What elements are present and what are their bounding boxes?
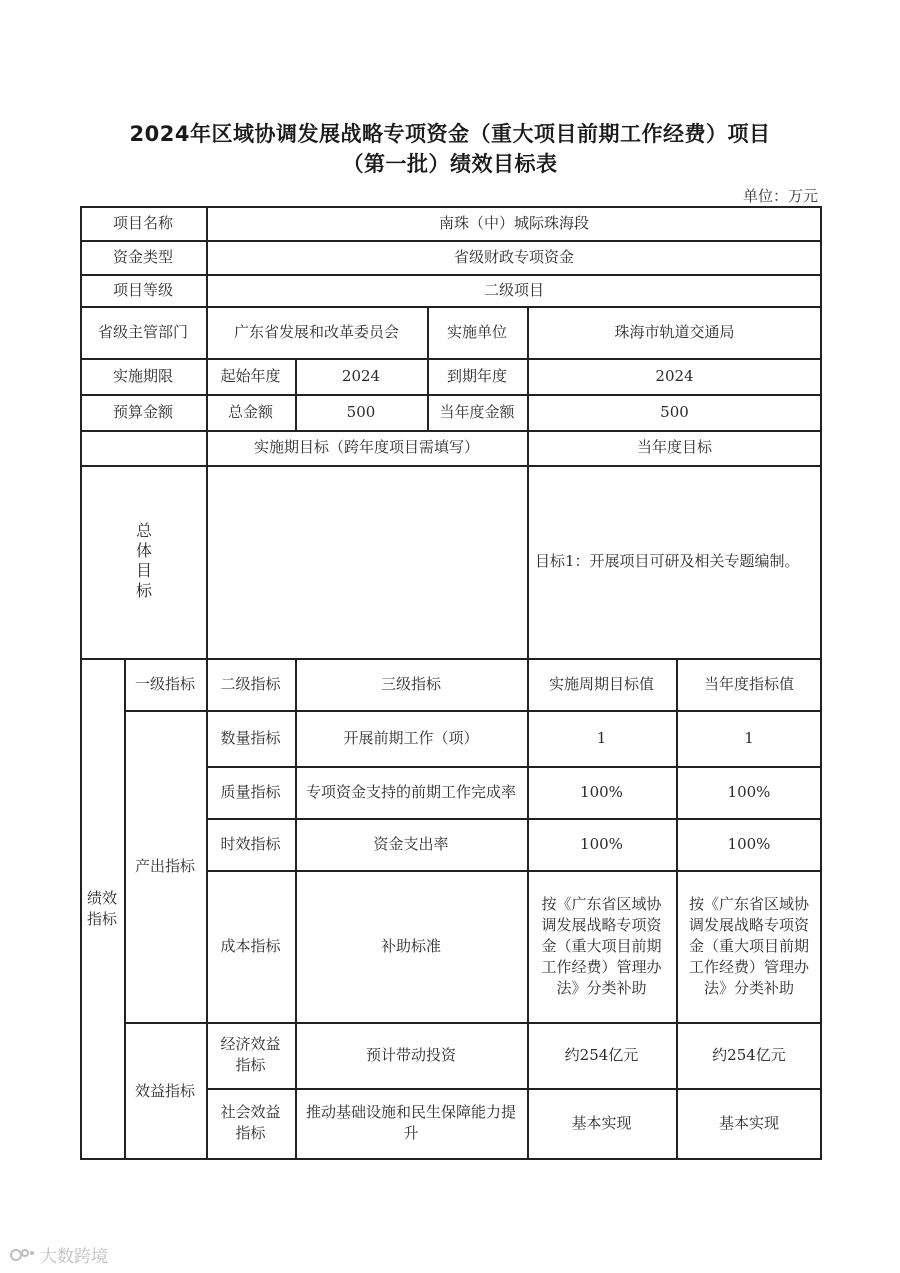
row-period-value: 1 <box>596 728 607 747</box>
impl-unit-label: 实施单位 <box>446 322 507 341</box>
unit-label: 单位：万元 <box>742 187 818 205</box>
row-year-value: 100% <box>727 782 771 801</box>
end-year-value: 2024 <box>655 366 694 385</box>
header-period-target: 实施周期目标值 <box>548 674 654 693</box>
row-level2: 经济效益指标 <box>220 1035 281 1074</box>
fund-type-value: 省级财政专项资金 <box>453 247 574 266</box>
header-level3: 三级指标 <box>380 674 441 693</box>
row-level2: 社会效益指标 <box>220 1103 281 1142</box>
header-year-target: 当年度指标值 <box>703 674 794 693</box>
current-amount-value: 500 <box>660 402 689 421</box>
project-name-value: 南珠（中）城际珠海段 <box>438 213 589 232</box>
row-year-value: 基本实现 <box>718 1113 779 1132</box>
row-level3: 开展前期工作（项） <box>343 728 479 747</box>
row-period-value: 按《广东省区域协调发展战略专项资金（重大项目前期工作经费）管理办法》分类补助 <box>541 894 662 997</box>
start-year-label: 起始年度 <box>220 366 281 385</box>
dept-label: 省级主管部门 <box>97 322 188 341</box>
row-level3: 专项资金支持的前期工作完成率 <box>305 782 516 801</box>
header-level1: 一级指标 <box>134 674 195 693</box>
row-year-value: 按《广东省区域协调发展战略专项资金（重大项目前期工作经费）管理办法》分类补助 <box>688 894 809 997</box>
total-amount-label: 总金额 <box>227 402 273 421</box>
end-year-label: 到期年度 <box>446 366 507 385</box>
row-level3: 推动基础设施和民生保障能力提升 <box>305 1103 516 1142</box>
brand-logo-icon <box>10 1247 36 1263</box>
project-name-label: 项目名称 <box>112 213 173 232</box>
performance-indicators-label: 绩效指标 <box>86 889 117 928</box>
start-year-value: 2024 <box>341 366 381 385</box>
current-amount-label: 当年度金额 <box>439 402 515 421</box>
row-year-value: 100% <box>727 834 771 853</box>
row-period-value: 100% <box>580 834 623 853</box>
period-label: 实施期限 <box>112 366 173 385</box>
period-goal-header: 实施期目标（跨年度项目需填写） <box>253 438 479 456</box>
row-period-value: 100% <box>580 782 623 801</box>
row-level3: 资金支出率 <box>373 834 449 853</box>
row-year-value: 约254亿元 <box>712 1045 786 1064</box>
budget-label: 预算金额 <box>112 402 173 421</box>
row-level3: 补助标准 <box>380 936 441 955</box>
row-year-value: 1 <box>744 728 754 747</box>
level-label: 项目等级 <box>112 280 173 299</box>
row-level3: 预计带动投资 <box>365 1045 456 1064</box>
output-indicator-label: 产出指标 <box>134 856 195 875</box>
row-period-value: 约254亿元 <box>564 1045 639 1064</box>
year-goal-header: 当年度目标 <box>636 438 712 456</box>
impl-unit-value: 珠海市轨道交通局 <box>614 322 735 341</box>
page-title-line2: （第一批）绩效目标表 <box>342 152 558 176</box>
watermark <box>10 1242 108 1267</box>
watermark-text: 大数跨境 <box>40 1247 108 1267</box>
benefit-indicator-label: 效益指标 <box>134 1081 195 1100</box>
overall-goal-label: 总体目标 <box>133 521 153 602</box>
row-level2: 质量指标 <box>220 782 281 801</box>
header-level2: 二级指标 <box>220 674 281 693</box>
row-level2: 成本指标 <box>220 936 281 955</box>
dept-value: 广东省发展和改革委员会 <box>233 322 399 341</box>
page-title-line1: 2024年区域协调发展战略专项资金（重大项目前期工作经费）项目 <box>129 122 771 146</box>
fund-type-label: 资金类型 <box>112 247 173 266</box>
row-period-value: 基本实现 <box>571 1113 632 1132</box>
total-amount-value: 500 <box>346 402 376 421</box>
level-value: 二级项目 <box>483 280 544 299</box>
year-goal-text: 目标1：开展项目可研及相关专题编制。 <box>535 552 800 570</box>
period-goal-text <box>206 465 527 658</box>
row-level2: 数量指标 <box>220 728 281 747</box>
row-level2: 时效指标 <box>220 834 281 853</box>
